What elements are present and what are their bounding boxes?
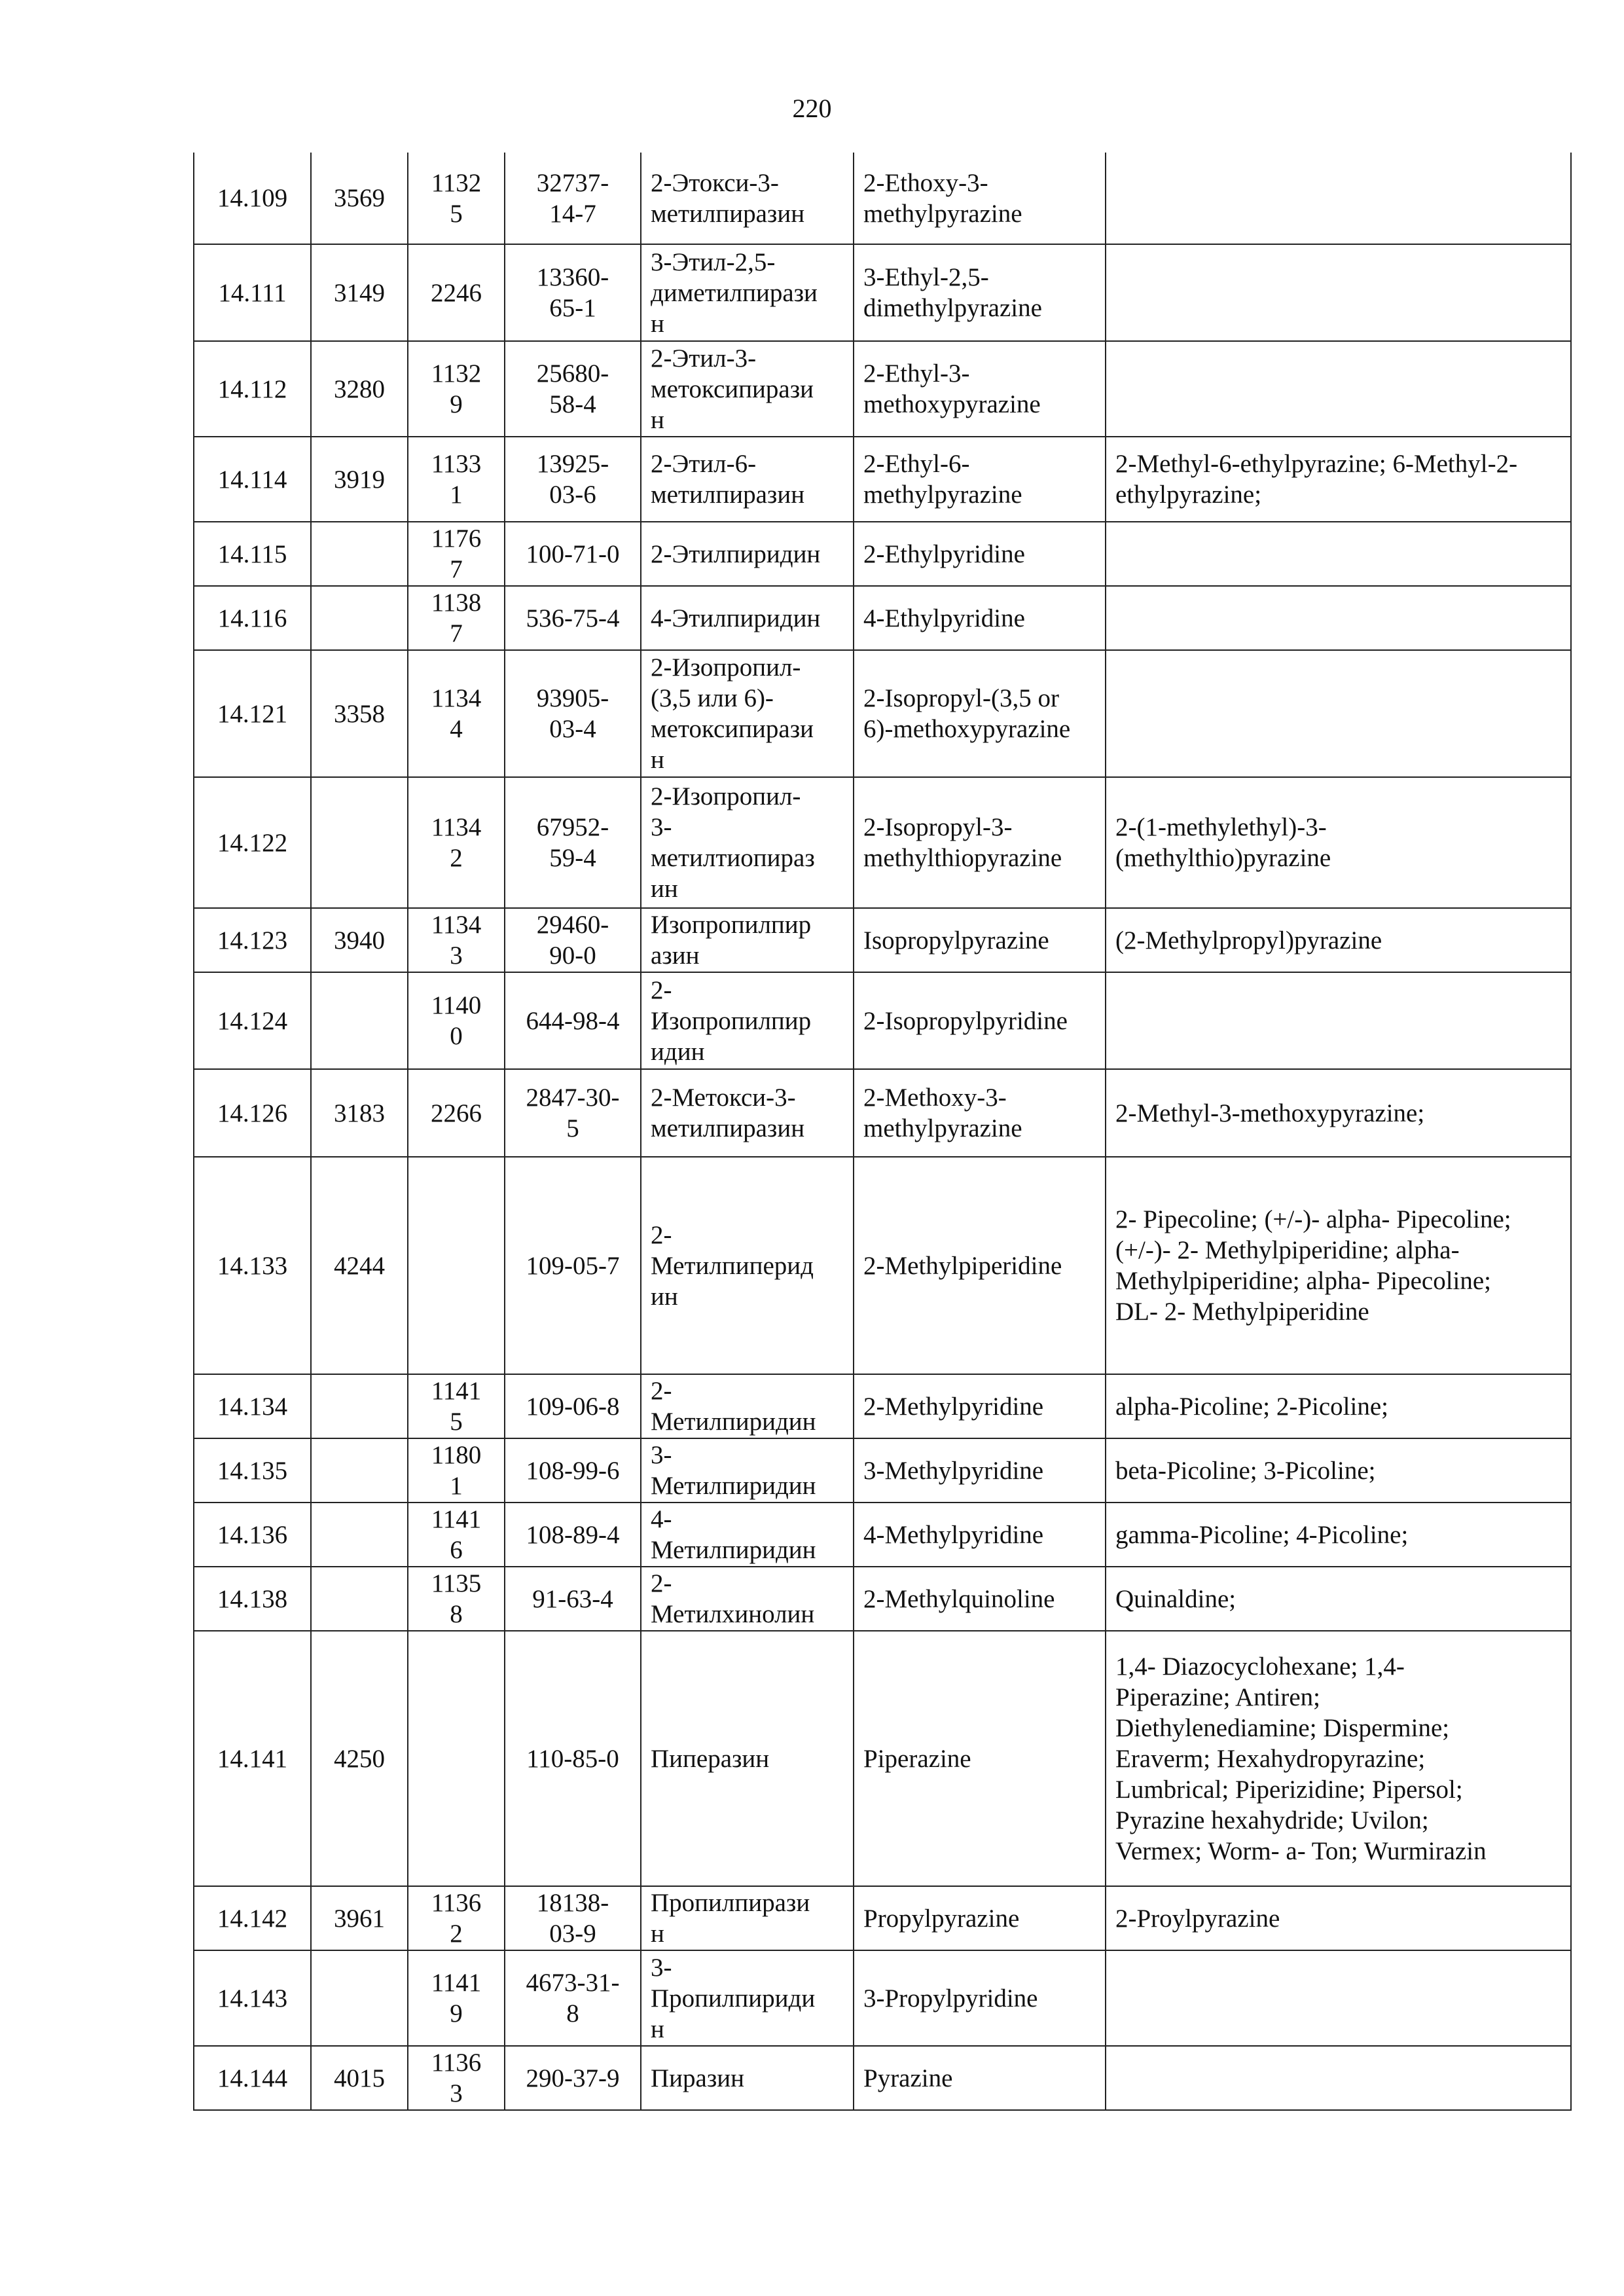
item-number-cell	[194, 244, 311, 341]
coe-number-cell	[408, 777, 505, 908]
item-number-cell	[194, 1069, 311, 1157]
table-row	[194, 1503, 1571, 1567]
item-number-cell	[194, 1374, 311, 1438]
table-row	[194, 153, 1571, 244]
coe-number-text: 1176 7	[431, 524, 482, 583]
fema-number-text: 3183	[334, 1099, 385, 1127]
synonyms-cell	[1106, 1950, 1571, 2046]
item-number-text: 14.123	[217, 926, 288, 955]
russian-name-text: 4-Этилпиридин	[651, 604, 821, 632]
fema-number-cell	[311, 437, 408, 522]
english-name-text: Piperazine	[863, 1744, 971, 1773]
cas-number-cell	[505, 2046, 641, 2110]
russian-name-text: 2-Этилпиридин	[651, 539, 821, 568]
fema-number-cell	[311, 1950, 408, 2046]
english-name-cell	[854, 1374, 1106, 1438]
cas-number-cell	[505, 244, 641, 341]
table-row	[194, 586, 1571, 650]
russian-name-text: 4- Метилпиридин	[651, 1505, 816, 1564]
item-number-cell	[194, 1438, 311, 1503]
fema-number-cell	[311, 341, 408, 437]
table-row	[194, 908, 1571, 972]
cas-number-text: 109-06-8	[526, 1392, 620, 1421]
synonyms-text: 2-Proylpyrazine	[1115, 1904, 1280, 1933]
cas-number-text: 13925- 03-6	[536, 450, 609, 509]
english-name-cell	[854, 777, 1106, 908]
fema-number-text: 3919	[334, 465, 385, 494]
english-name-cell	[854, 650, 1106, 777]
english-name-cell	[854, 908, 1106, 972]
table-row	[194, 1950, 1571, 2046]
english-name-text: 2-Isopropylpyridine	[863, 1006, 1068, 1035]
fema-number-cell	[311, 1631, 408, 1886]
coe-number-cell	[408, 1503, 505, 1567]
item-number-text: 14.133	[217, 1251, 288, 1280]
cas-number-cell	[505, 586, 641, 650]
coe-number-cell	[408, 972, 505, 1069]
item-number-cell	[194, 972, 311, 1069]
table-row	[194, 1438, 1571, 1503]
russian-name-text: 3- Метилпиридин	[651, 1441, 816, 1500]
russian-name-cell	[641, 244, 854, 341]
item-number-cell	[194, 1157, 311, 1374]
synonyms-cell	[1106, 1886, 1571, 1950]
item-number-text: 14.109	[217, 184, 288, 212]
cas-number-text: 67952- 59-4	[536, 813, 609, 872]
russian-name-cell	[641, 1567, 854, 1631]
coe-number-cell	[408, 2046, 505, 2110]
coe-number-text: 1132 5	[431, 168, 482, 228]
table-row	[194, 341, 1571, 437]
fema-number-cell	[311, 522, 408, 586]
table-row	[194, 244, 1571, 341]
item-number-text: 14.111	[218, 278, 287, 307]
item-number-cell	[194, 2046, 311, 2110]
cas-number-cell	[505, 1374, 641, 1438]
fema-number-text: 3280	[334, 374, 385, 403]
coe-number-text: 1136 3	[431, 2049, 482, 2107]
fema-number-cell	[311, 244, 408, 341]
coe-number-text: 1141 5	[431, 1377, 482, 1436]
fema-number-cell	[311, 777, 408, 908]
item-number-text: 14.115	[217, 539, 287, 568]
fema-number-text: 3940	[334, 926, 385, 955]
item-number-text: 14.136	[217, 1520, 288, 1549]
fema-number-cell	[311, 650, 408, 777]
item-number-text: 14.121	[217, 699, 288, 728]
cas-number-text: 536-75-4	[526, 604, 620, 632]
synonyms-cell	[1106, 244, 1571, 341]
coe-number-text: 1134 2	[431, 813, 482, 872]
coe-number-cell	[408, 908, 505, 972]
english-name-cell	[854, 2046, 1106, 2110]
synonyms-cell	[1106, 522, 1571, 586]
synonyms-cell	[1106, 972, 1571, 1069]
russian-name-cell	[641, 1374, 854, 1438]
synonyms-text: 1,4- Diazocyclohexane; 1,4- Piperazine; Antiren; Diethylenediamine; Dispermine; Eraverm; Hexahydropyrazine; Lumbrical; Piperizidine; Pipersol; Pyrazine hexahydride; Uvilon; Vermex; Worm- a- Ton; Wurmirazin	[1115, 1652, 1487, 1865]
synonyms-cell	[1106, 1374, 1571, 1438]
english-name-text: 2-Methylpyridine	[863, 1392, 1044, 1421]
cas-number-text: 29460- 90-0	[536, 911, 609, 970]
english-name-cell	[854, 586, 1106, 650]
table-row	[194, 1374, 1571, 1438]
cas-number-text: 290-37-9	[526, 2064, 620, 2092]
russian-name-cell	[641, 1069, 854, 1157]
coe-number-cell	[408, 1950, 505, 2046]
russian-name-cell	[641, 1950, 854, 2046]
table-row	[194, 1631, 1571, 1886]
cas-number-text: 108-99-6	[526, 1456, 620, 1485]
cas-number-cell	[505, 908, 641, 972]
russian-name-cell	[641, 908, 854, 972]
english-name-text: 2-Ethyl-6- methylpyrazine	[863, 450, 1022, 509]
synonyms-cell	[1106, 1503, 1571, 1567]
russian-name-cell	[641, 586, 854, 650]
coe-number-text: 1134 4	[431, 684, 482, 743]
table-row	[194, 1886, 1571, 1950]
coe-number-text: 1138 7	[431, 589, 482, 647]
russian-name-text: Пропилпирази н	[651, 1889, 810, 1948]
russian-name-cell	[641, 437, 854, 522]
item-number-cell	[194, 777, 311, 908]
item-number-cell	[194, 1567, 311, 1631]
english-name-text: 3-Propylpyridine	[863, 1984, 1038, 2013]
english-name-text: 3-Methylpyridine	[863, 1456, 1044, 1485]
english-name-text: 2-Isopropyl-3- methylthiopyrazine	[863, 813, 1062, 872]
item-number-cell	[194, 586, 311, 650]
cas-number-text: 4673-31- 8	[526, 1969, 620, 2028]
cas-number-cell	[505, 1631, 641, 1886]
coe-number-text: 1180 1	[431, 1441, 482, 1500]
synonyms-text: 2- Pipecoline; (+/-)- alpha- Pipecoline; (+/-)- 2- Methylpiperidine; alpha- Methylpiperidine; alpha- Pipecoline; DL- 2- Methylpiperidine	[1115, 1205, 1511, 1326]
english-name-text: 2-Methylpiperidine	[863, 1251, 1062, 1280]
russian-name-cell	[641, 777, 854, 908]
item-number-cell	[194, 1950, 311, 2046]
coe-number-cell	[408, 522, 505, 586]
coe-number-cell	[408, 1374, 505, 1438]
russian-name-cell	[641, 972, 854, 1069]
synonyms-cell	[1106, 650, 1571, 777]
russian-name-text: Пиперазин	[651, 1744, 770, 1773]
coe-number-cell	[408, 153, 505, 244]
russian-name-text: Пиразин	[651, 2064, 744, 2092]
item-number-text: 14.134	[217, 1392, 288, 1421]
coe-number-cell	[408, 1631, 505, 1886]
cas-number-cell	[505, 972, 641, 1069]
fema-number-cell	[311, 1374, 408, 1438]
english-name-text: 2-Ethyl-3- methoxypyrazine	[863, 359, 1041, 418]
russian-name-cell	[641, 341, 854, 437]
russian-name-text: 2- Изопропилпир идин	[651, 975, 812, 1066]
coe-number-text: 1135 8	[431, 1569, 482, 1628]
cas-number-cell	[505, 522, 641, 586]
english-name-text: 3-Ethyl-2,5- dimethylpyrazine	[863, 263, 1042, 322]
english-name-cell	[854, 1069, 1106, 1157]
coe-number-text: 1140 0	[431, 991, 482, 1050]
english-name-cell	[854, 341, 1106, 437]
english-name-text: Isopropylpyrazine	[863, 926, 1049, 955]
coe-number-cell	[408, 437, 505, 522]
russian-name-cell	[641, 1503, 854, 1567]
table-row	[194, 437, 1571, 522]
cas-number-text: 93905- 03-4	[536, 684, 609, 743]
english-name-cell	[854, 1567, 1106, 1631]
cas-number-text: 32737- 14-7	[536, 168, 609, 228]
cas-number-text: 100-71-0	[526, 539, 620, 568]
english-name-text: 2-Methoxy-3- methylpyrazine	[863, 1084, 1022, 1142]
synonyms-cell	[1106, 1567, 1571, 1631]
english-name-cell	[854, 244, 1106, 341]
item-number-cell	[194, 437, 311, 522]
russian-name-cell	[641, 2046, 854, 2110]
synonyms-cell	[1106, 1438, 1571, 1503]
table-row	[194, 1567, 1571, 1631]
english-name-cell	[854, 972, 1106, 1069]
synonyms-cell	[1106, 1069, 1571, 1157]
cas-number-cell	[505, 1438, 641, 1503]
item-number-text: 14.135	[217, 1456, 288, 1485]
fema-number-text: 3569	[334, 184, 385, 212]
russian-name-text: 2-Этил-6- метилпиразин	[651, 450, 805, 509]
cas-number-text: 644-98-4	[526, 1006, 620, 1035]
cas-number-cell	[505, 153, 641, 244]
coe-number-cell	[408, 1438, 505, 1503]
fema-number-text: 4244	[334, 1251, 385, 1280]
table-row	[194, 972, 1571, 1069]
item-number-cell	[194, 341, 311, 437]
synonyms-cell	[1106, 586, 1571, 650]
fema-number-cell	[311, 972, 408, 1069]
russian-name-cell	[641, 522, 854, 586]
fema-number-text: 4015	[334, 2064, 385, 2092]
english-name-text: 4-Methylpyridine	[863, 1520, 1044, 1549]
coe-number-cell	[408, 650, 505, 777]
coe-number-cell	[408, 341, 505, 437]
english-name-cell	[854, 1886, 1106, 1950]
item-number-cell	[194, 650, 311, 777]
item-number-text: 14.138	[217, 1584, 288, 1613]
english-name-text: 2-Methylquinoline	[863, 1584, 1055, 1613]
synonyms-cell	[1106, 2046, 1571, 2110]
cas-number-cell	[505, 1950, 641, 2046]
english-name-cell	[854, 1157, 1106, 1374]
item-number-text: 14.126	[217, 1099, 288, 1127]
table-body	[194, 153, 1571, 2110]
cas-number-text: 110-85-0	[526, 1744, 619, 1773]
item-number-text: 14.143	[217, 1984, 288, 2013]
fema-number-text: 3961	[334, 1904, 385, 1933]
russian-name-text: 2-Этил-3- метоксипирази н	[651, 344, 814, 434]
cas-number-cell	[505, 1157, 641, 1374]
russian-name-text: 2-Метокси-3- метилпиразин	[651, 1084, 805, 1142]
cas-number-cell	[505, 777, 641, 908]
table-row	[194, 2046, 1571, 2110]
item-number-cell	[194, 1886, 311, 1950]
russian-name-text: 2-Этокси-3- метилпиразин	[651, 168, 805, 228]
cas-number-text: 25680- 58-4	[536, 359, 609, 418]
cas-number-text: 2847-30- 5	[526, 1084, 620, 1142]
english-name-cell	[854, 437, 1106, 522]
cas-number-cell	[505, 1503, 641, 1567]
russian-name-text: 2- Метилпиридин	[651, 1377, 816, 1436]
russian-name-text: 2- Метилпиперид ин	[651, 1220, 814, 1311]
coe-number-cell	[408, 1886, 505, 1950]
fema-number-cell	[311, 1886, 408, 1950]
russian-name-cell	[641, 650, 854, 777]
english-name-text: 4-Ethylpyridine	[863, 604, 1025, 632]
fema-number-cell	[311, 1567, 408, 1631]
english-name-text: 2-Ethylpyridine	[863, 539, 1025, 568]
synonyms-cell	[1106, 908, 1571, 972]
cas-number-text: 109-05-7	[526, 1251, 620, 1280]
cas-number-cell	[505, 1886, 641, 1950]
russian-name-cell	[641, 1886, 854, 1950]
english-name-cell	[854, 1631, 1106, 1886]
russian-name-text: 3- Пропилпириди н	[651, 1953, 816, 2043]
cas-number-cell	[505, 1069, 641, 1157]
russian-name-cell	[641, 1438, 854, 1503]
russian-name-text: 2-Изопропил- (3,5 или 6)- метоксипирази н	[651, 653, 814, 774]
russian-name-text: 3-Этил-2,5- диметилпирази н	[651, 247, 818, 338]
coe-number-text: 1136 2	[431, 1889, 482, 1948]
fema-number-cell	[311, 1069, 408, 1157]
fema-number-cell	[311, 2046, 408, 2110]
item-number-text: 14.122	[217, 828, 288, 857]
synonyms-text: gamma-Picoline; 4-Picoline;	[1115, 1520, 1409, 1549]
coe-number-text: 1134 3	[431, 911, 482, 970]
coe-number-cell	[408, 1157, 505, 1374]
table-row	[194, 522, 1571, 586]
synonyms-text: beta-Picoline; 3-Picoline;	[1115, 1456, 1376, 1485]
english-name-cell	[854, 1503, 1106, 1567]
cas-number-text: 91-63-4	[532, 1584, 613, 1613]
coe-number-text: 1133 1	[431, 450, 482, 509]
fema-number-cell	[311, 586, 408, 650]
english-name-text: 2-Ethoxy-3- methylpyrazine	[863, 168, 1022, 228]
english-name-text: 2-Isopropyl-(3,5 or 6)-methoxypyrazine	[863, 684, 1071, 743]
page-number: 220	[792, 94, 832, 123]
synonyms-text: (2-Methylpropyl)pyrazine	[1115, 926, 1382, 955]
synonyms-cell	[1106, 437, 1571, 522]
item-number-text: 14.144	[217, 2064, 288, 2092]
cas-number-text: 108-89-4	[526, 1520, 620, 1549]
synonyms-text: 2-Methyl-6-ethylpyrazine; 6-Methyl-2- ethylpyrazine;	[1115, 450, 1518, 509]
fema-number-cell	[311, 1503, 408, 1567]
fema-number-cell	[311, 1438, 408, 1503]
table-row	[194, 1069, 1571, 1157]
synonyms-cell	[1106, 341, 1571, 437]
fema-number-text: 3149	[334, 278, 385, 307]
english-name-cell	[854, 1438, 1106, 1503]
item-number-cell	[194, 1631, 311, 1886]
synonyms-cell	[1106, 777, 1571, 908]
coe-number-text: 2266	[431, 1099, 482, 1127]
cas-number-cell	[505, 437, 641, 522]
russian-name-text: Изопропилпир азин	[651, 911, 812, 970]
synonyms-cell	[1106, 1157, 1571, 1374]
cas-number-cell	[505, 1567, 641, 1631]
synonyms-text: alpha-Picoline; 2-Picoline;	[1115, 1392, 1388, 1421]
fema-number-cell	[311, 153, 408, 244]
coe-number-text: 1132 9	[431, 359, 482, 418]
synonyms-text: Quinaldine;	[1115, 1584, 1236, 1613]
item-number-text: 14.142	[217, 1904, 288, 1933]
item-number-text: 14.114	[217, 465, 287, 494]
english-name-cell	[854, 1950, 1106, 2046]
russian-name-cell	[641, 153, 854, 244]
item-number-text: 14.141	[217, 1744, 288, 1773]
item-number-cell	[194, 522, 311, 586]
english-name-cell	[854, 153, 1106, 244]
cas-number-text: 13360- 65-1	[536, 263, 609, 322]
flavouring-substances-table	[193, 153, 1572, 2111]
russian-name-text: 2-Изопропил- 3- метилтиопираз ин	[651, 782, 815, 903]
item-number-text: 14.116	[217, 604, 287, 632]
table-row	[194, 777, 1571, 908]
item-number-cell	[194, 153, 311, 244]
fema-number-cell	[311, 1157, 408, 1374]
russian-name-cell	[641, 1157, 854, 1374]
item-number-text: 14.112	[217, 374, 287, 403]
table-row	[194, 650, 1571, 777]
coe-number-text: 2246	[431, 278, 482, 307]
russian-name-cell	[641, 1631, 854, 1886]
synonyms-text: 2-Methyl-3-methoxypyrazine;	[1115, 1099, 1425, 1127]
fema-number-text: 3358	[334, 699, 385, 728]
english-name-cell	[854, 522, 1106, 586]
coe-number-cell	[408, 1069, 505, 1157]
item-number-text: 14.124	[217, 1006, 288, 1035]
coe-number-cell	[408, 1567, 505, 1631]
synonyms-text: 2-(1-methylethyl)-3- (methylthio)pyrazine	[1115, 813, 1331, 872]
coe-number-cell	[408, 586, 505, 650]
fema-number-cell	[311, 908, 408, 972]
item-number-cell	[194, 1503, 311, 1567]
cas-number-cell	[505, 341, 641, 437]
synonyms-cell	[1106, 1631, 1571, 1886]
coe-number-text: 1141 6	[431, 1505, 482, 1564]
table-row	[194, 1157, 1571, 1374]
english-name-text: Pyrazine	[863, 2064, 953, 2092]
coe-number-cell	[408, 244, 505, 341]
fema-number-text: 4250	[334, 1744, 385, 1773]
cas-number-text: 18138- 03-9	[536, 1889, 609, 1948]
item-number-cell	[194, 908, 311, 972]
coe-number-text: 1141 9	[431, 1969, 482, 2028]
synonyms-cell	[1106, 153, 1571, 244]
cas-number-cell	[505, 650, 641, 777]
english-name-text: Propylpyrazine	[863, 1904, 1020, 1933]
russian-name-text: 2- Метилхинолин	[651, 1569, 815, 1628]
